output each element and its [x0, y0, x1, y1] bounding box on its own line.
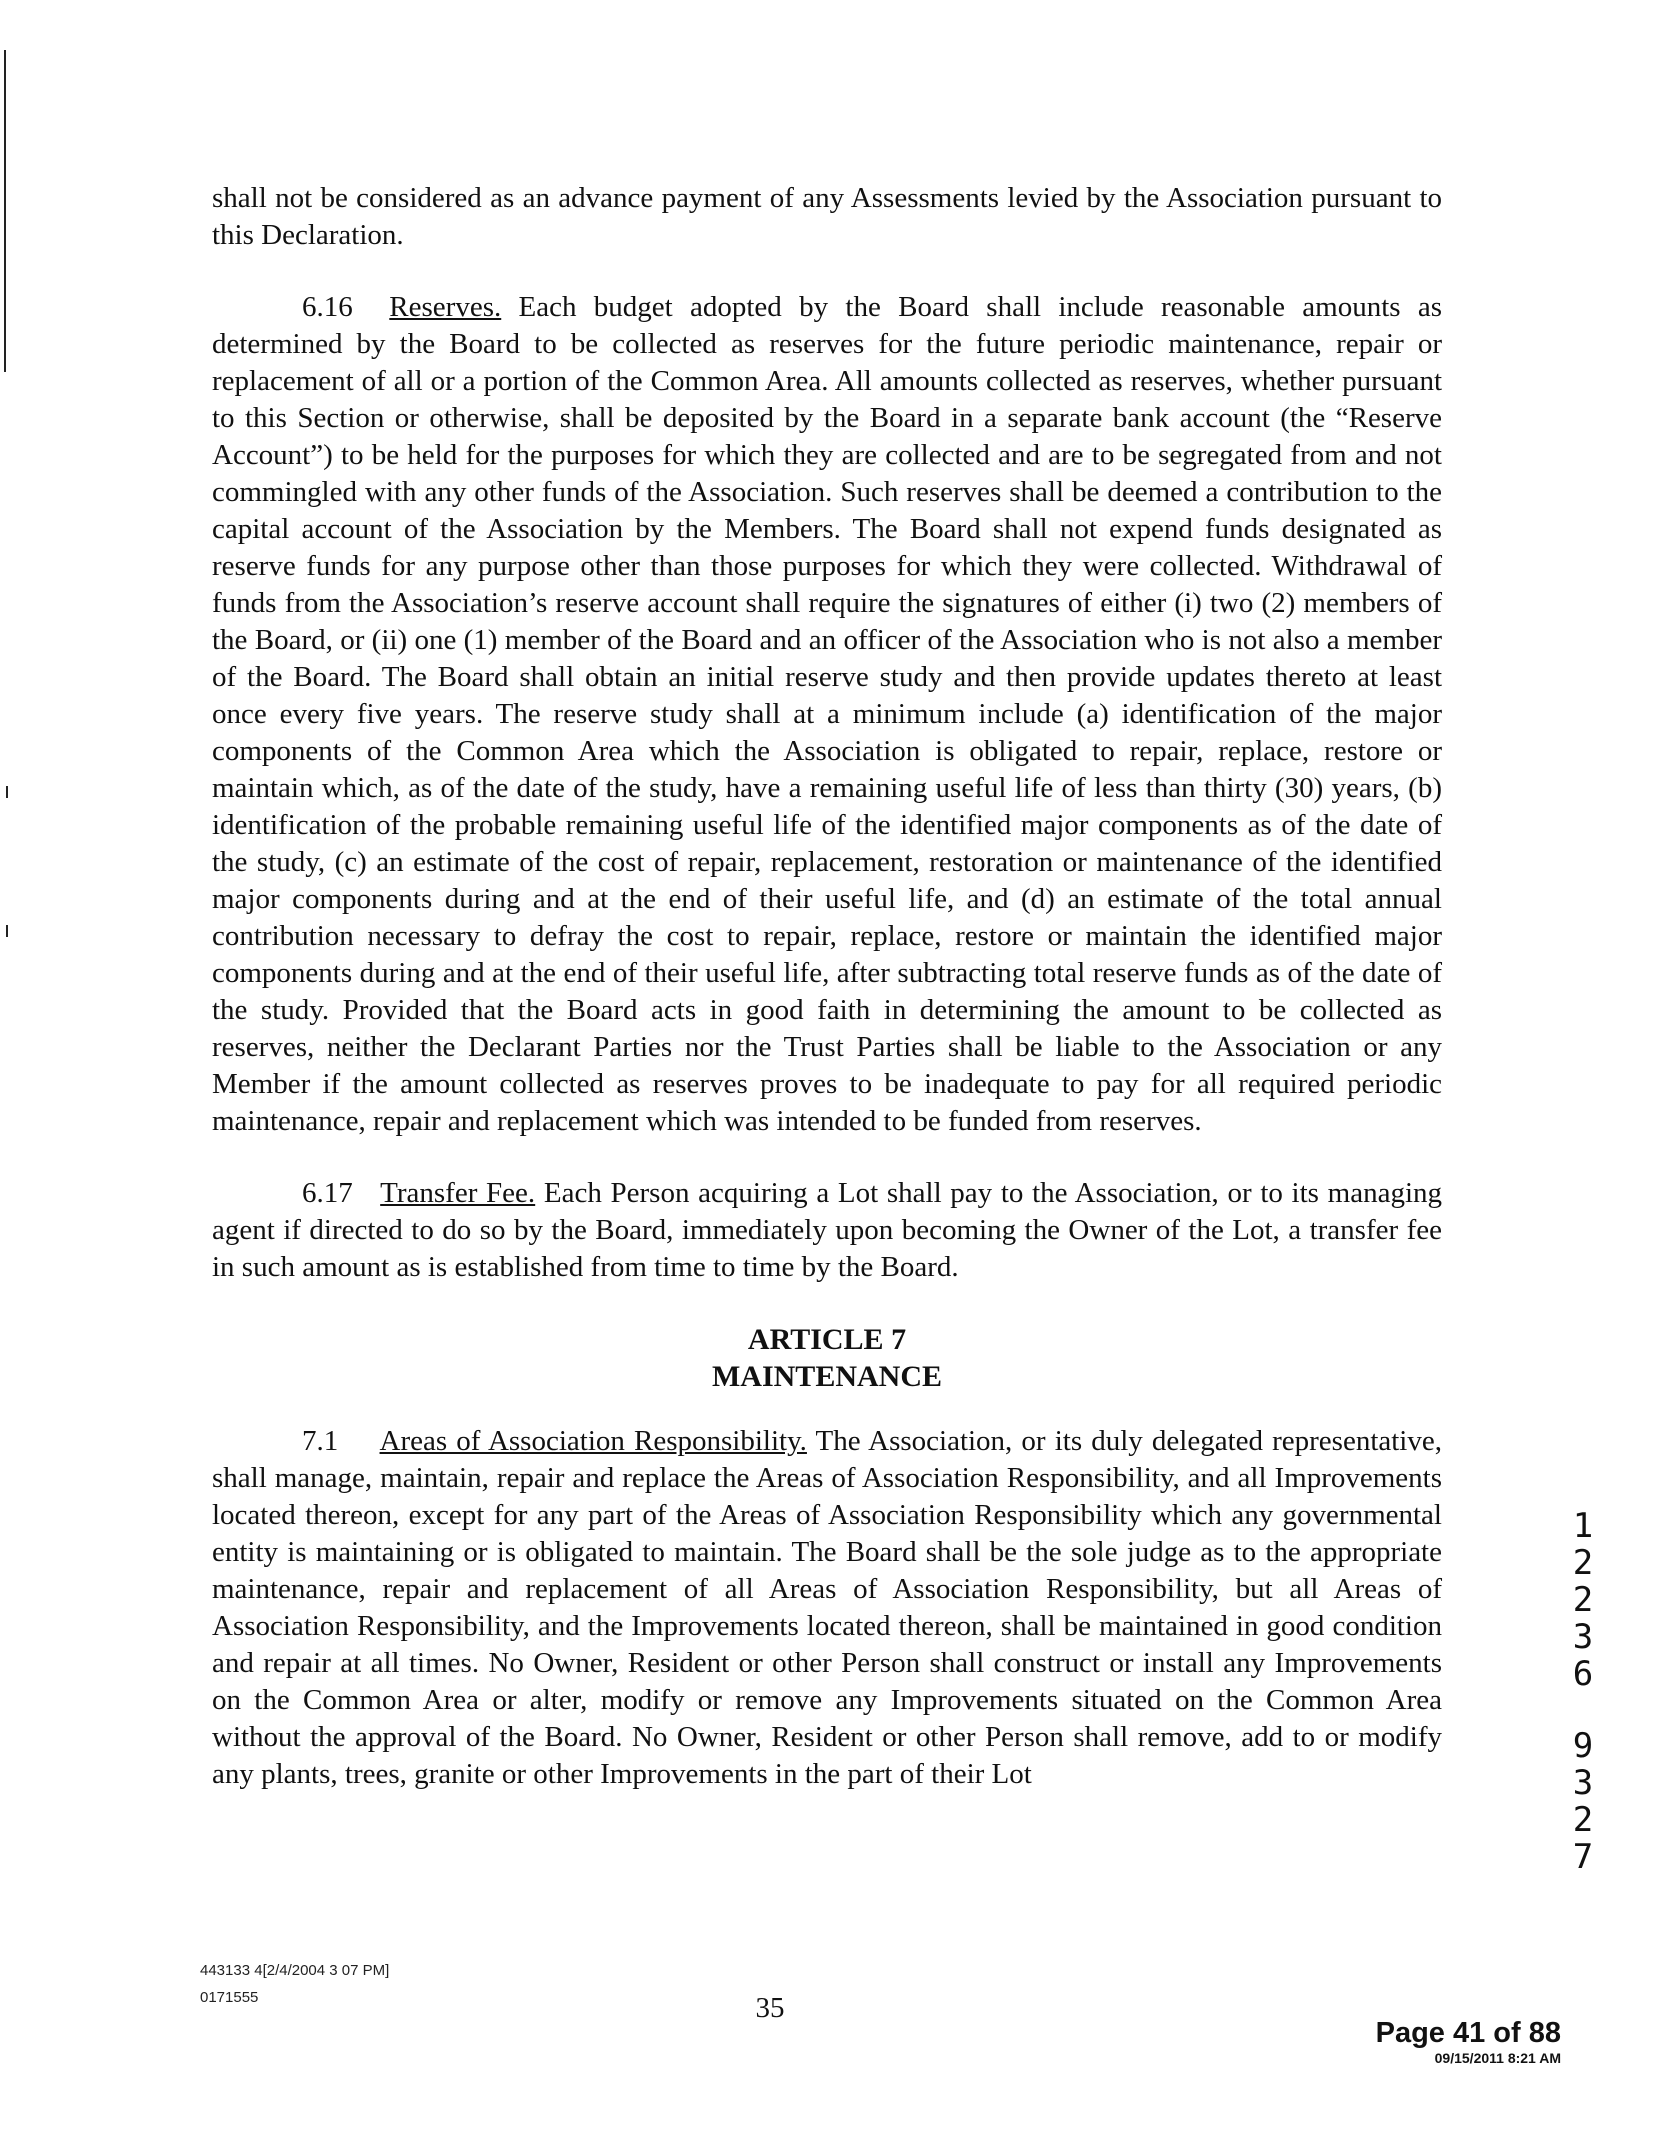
section-number: 7.1	[302, 1425, 339, 1457]
article-title: MAINTENANCE	[711, 1360, 942, 1393]
article-heading	[212, 1321, 1442, 1395]
scan-edge-mark	[6, 925, 8, 937]
stamp-digit: 3	[1572, 1617, 1594, 1657]
stamp-digit: 2	[1572, 1800, 1594, 1840]
continuation-paragraph: shall not be considered as an advance payment of any Assessments levied by the Association pursuant to this Declaration.	[212, 182, 1442, 251]
stamp-digit: 3	[1572, 1763, 1594, 1803]
footer-doc-info	[200, 1957, 389, 2011]
stamp-digit: 1	[1572, 1506, 1594, 1546]
side-recording-stamp	[1563, 1508, 1603, 1876]
section-body: Each Person acquiring a Lot shall pay to the Association, or to its managing agent if directed to do so by the Board, immediately upon becoming the Owner of the Lot, a transfer fee in such amount as is established from time to time by the Board.	[212, 1177, 1442, 1283]
page-number: 35	[755, 1992, 785, 2024]
article-number: ARTICLE 7	[747, 1323, 907, 1356]
stamp-digit: 9	[1572, 1726, 1594, 1766]
section-body: Each budget adopted by the Board shall include reasonable amounts as determined by the Board to be collected as reserves for the future periodic maintenance, repair or replacement of all or a portion of the Common Area. All amounts collected as reserves, whether pursuant to this Section or otherwise, shall be deposited by the Board in a separate bank account (the “Reserve Account”) to be held for the purposes for which they are collected and are to be segregated from and not commingled with any other funds of the Association. Such reserves shall be deemed a contribution to the capital account of the Association by the Members. The Board shall not expend funds designated as reserve funds for any purpose other than those purposes for which they were collected. Withdrawal of funds from the Association’s reserve account shall require the signatures of either (i) two (2) members of the Board, or (ii) one (1) member of the Board and an officer of the Association who is not also a member of the Board. The Board shall obtain an initial reserve study and then provide updates thereto at least once every five years. The reserve study shall at a minimum include (a) identification of the major components of the Common Area which the Association is obligated to repair, replace, restore or maintain which, as of the date of the study, have a remaining useful life of less than thirty (30) years, (b) identification of the probable remaining useful life of the identified major components as of the date of the study, (c) an estimate of the cost of repair, replacement, restoration or maintenance of the identified major components during and at the end of their useful life, and (d) an estimate of the total annual contribution necessary to defray the cost to repair, replace, restore or maintain the identified major components during and at the end of their useful life, after subtracting total reserve funds as of the date of the study. Provided that the Board acts in good faith in determining the amount to be collected as reserves, neither the Declarant Parties nor the Trust Parties shall be liable to the Association or any Member if the amount collected as reserves proves to be inadequate to pay for all required periodic maintenance, repair and replacement which was intended to be funded from reserves.	[212, 291, 1443, 1137]
scan-edge-mark	[4, 50, 6, 372]
scan-edge-mark	[6, 786, 8, 798]
section-number: 6.16	[302, 291, 353, 323]
section-6-16	[212, 289, 1442, 1140]
recorder-timestamp: 09/15/2011 8:21 AM	[1434, 2050, 1561, 2066]
section-7-1	[212, 1423, 1442, 1793]
stamp-digit: 2	[1572, 1580, 1594, 1620]
section-6-17	[212, 1175, 1442, 1286]
footer-file-number: 0171555	[200, 1989, 259, 2006]
section-title: Transfer Fee.	[380, 1177, 536, 1209]
section-body: The Association, or its duly delegated representative, shall manage, maintain, repair and replace the Areas of Association Responsibility, and all Improvements located thereon, except for any part of the Areas of Association Responsibility which any governmental entity is maintaining or is obligated to maintain. The Board shall be the sole judge as to the appropriate maintenance, repair and replacement of all Areas of Association Responsibility, but all Areas of Association Responsibility, and the Improvements located thereon, shall be maintained in good condition and repair at all times. No Owner, Resident or other Person shall construct or install any Improvements on the Common Area or alter, modify or remove any Improvements situated on the Common Area without the approval of the Board. No Owner, Resident or other Person shall remove, add to or modify any plants, trees, granite or other Improvements in the part of their Lot	[212, 1425, 1442, 1790]
document-body	[212, 180, 1442, 1828]
footer-doc-id: 443133 4[2/4/2004 3 07 PM]	[200, 1962, 390, 1979]
section-title: Areas of Association Responsibility.	[379, 1425, 807, 1457]
stamp-digit: 2	[1572, 1543, 1594, 1583]
section-number: 6.17	[302, 1177, 353, 1209]
recorder-page-info	[1376, 2017, 1561, 2067]
recorder-page-label: Page 41 of 88	[1375, 2017, 1561, 2049]
section-title: Reserves.	[389, 291, 502, 323]
stamp-digit: 7	[1572, 1837, 1594, 1877]
stamp-digit: 6	[1572, 1654, 1594, 1694]
